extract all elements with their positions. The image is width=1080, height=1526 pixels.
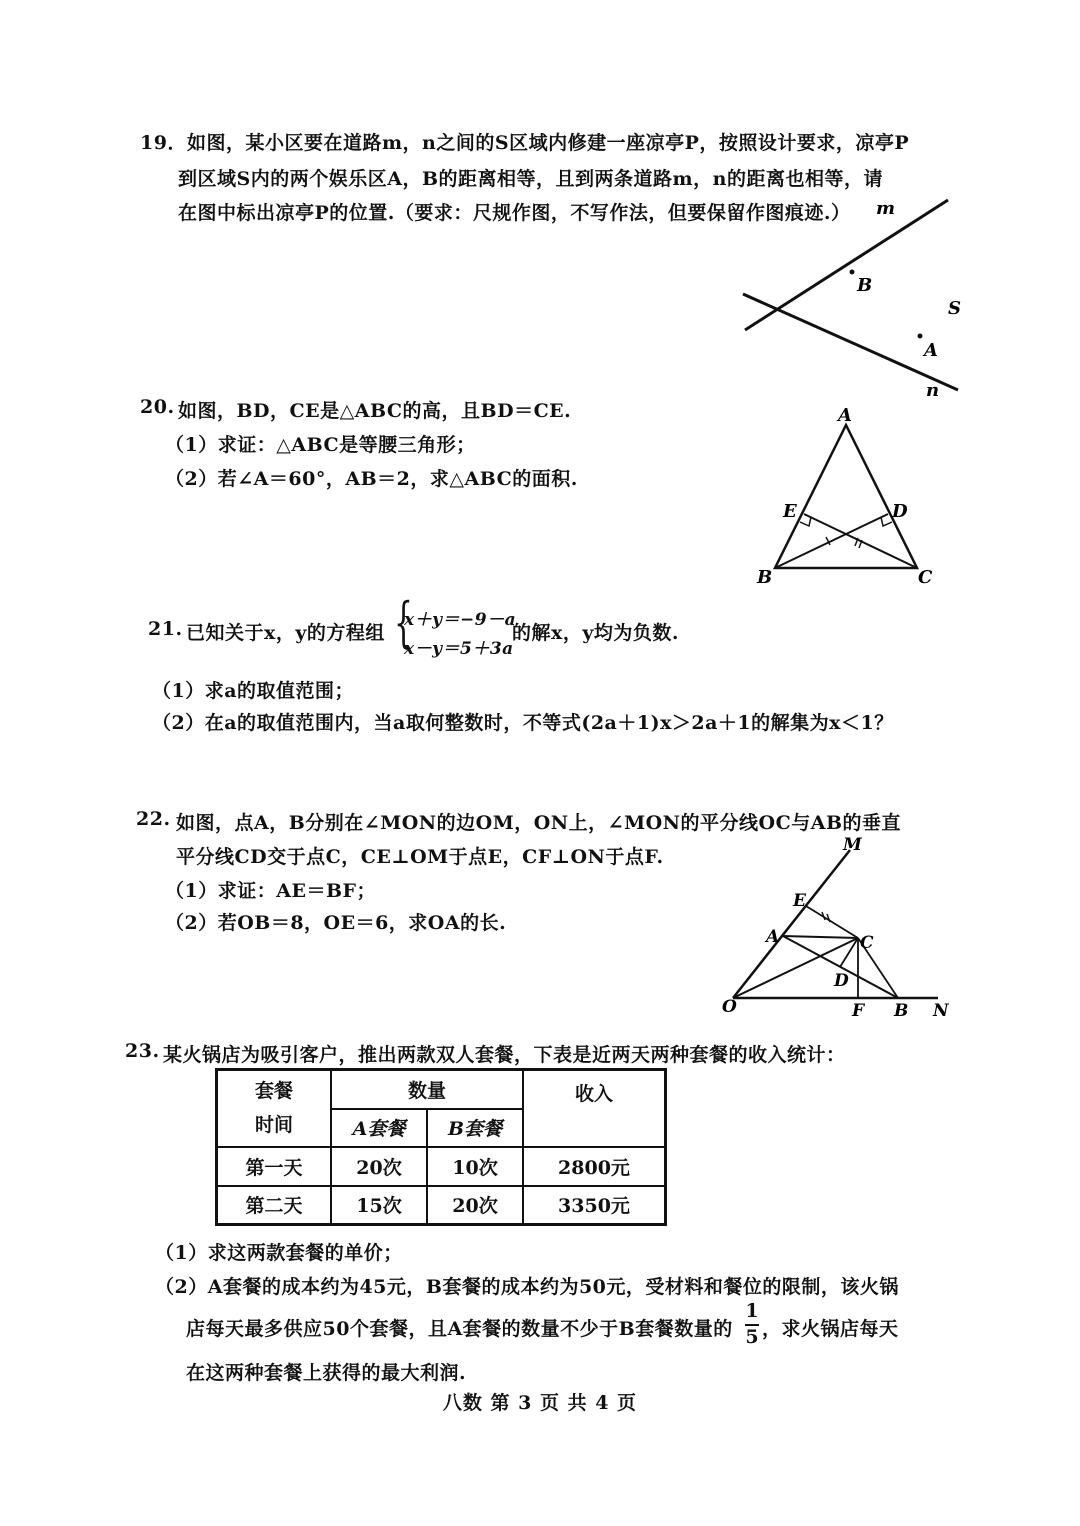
- label-c: C: [918, 567, 933, 588]
- table-cell-day: 第一天: [217, 1147, 332, 1186]
- q21-part-1: （1）求a的取值范围；: [152, 680, 355, 702]
- label-a: A: [838, 405, 852, 426]
- label-a: A: [924, 340, 938, 361]
- label-o: O: [722, 997, 737, 1017]
- table-col-a: A套餐: [331, 1109, 427, 1147]
- q20-number: 20.: [140, 396, 175, 418]
- q23-part-2-line-3: 在这两种套餐上获得的最大利润.: [186, 1362, 467, 1384]
- table-row: [217, 1186, 666, 1225]
- label-n: n: [926, 380, 940, 401]
- table-cell-b: 20次: [427, 1186, 523, 1225]
- q23-part-2-line-2-before: 店每天最多供应50个套餐，且A套餐的数量不少于B套餐数量的: [186, 1318, 733, 1340]
- q21-part-2: （2）在a的取值范围内，当a取何整数时，不等式(2a＋1)x＞2a＋1的解集为x＜1？: [152, 712, 894, 734]
- label-b: B: [857, 275, 873, 296]
- q22-line-2: 平分线CD交于点C，CE⊥OM于点E，CF⊥ON于点F.: [176, 846, 664, 868]
- q20-stem: 如图，BD，CE是△ABC的高，且BD＝CE.: [178, 400, 572, 422]
- table-cell-income: 2800元: [523, 1147, 666, 1186]
- perp-ce: [806, 906, 858, 938]
- label-f: F: [852, 1001, 865, 1021]
- label-n: N: [933, 1001, 949, 1021]
- q21-stem-after: 的解x，y均为负数.: [512, 622, 679, 644]
- q22-number: 22.: [136, 808, 171, 830]
- q22-line-1: 如图，点A，B分别在∠MON的边OM，ON上，∠MON的平分线OC与AB的垂直: [176, 812, 902, 834]
- q21-stem-before: 已知关于x，y的方程组: [186, 622, 385, 644]
- table-income-header: 收入: [523, 1070, 666, 1147]
- q21-number: 21.: [148, 618, 183, 640]
- q21-equation-1: x＋y＝−9－a: [404, 610, 517, 630]
- income-table: [215, 1068, 667, 1226]
- label-m: m: [876, 198, 896, 219]
- label-c: C: [860, 933, 874, 953]
- label-a: A: [766, 927, 780, 947]
- q23-part-1: （1）求这两款套餐的单价；: [155, 1242, 403, 1264]
- label-b: B: [757, 567, 773, 588]
- q22-part-2: （2）若OB＝8，OE＝6，求OA的长.: [165, 912, 507, 934]
- table-corner-bottom: 时间: [254, 1114, 293, 1137]
- label-s: S: [948, 298, 961, 319]
- table-qty-header: 数量: [331, 1070, 523, 1109]
- table-col-b: B套餐: [427, 1109, 523, 1147]
- table-cell-day: 第二天: [217, 1186, 332, 1225]
- table-corner-cell: [217, 1070, 332, 1147]
- q19-line-2: 到区域S内的两个娱乐区A，B的距离相等，且到两条道路m，n的距离也相等，请: [178, 168, 883, 190]
- table-cell-a: 20次: [331, 1147, 427, 1186]
- label-d: D: [892, 501, 908, 522]
- q23-stem: 某火锅店为吸引客户，推出两款双人套餐，下表是近两天两种套餐的收入统计：: [163, 1044, 846, 1066]
- q22-part-1: （1）求证：AE＝BF；: [165, 880, 376, 902]
- q20-part-1: （1）求证：△ABC是等腰三角形；: [165, 434, 476, 456]
- segment-ac: [783, 936, 858, 938]
- table-row: [217, 1147, 666, 1186]
- q21-equation-2: x－y＝5＋3a: [404, 639, 514, 659]
- q23-number: 23.: [125, 1040, 160, 1062]
- ray-om: [733, 850, 850, 998]
- q23-part-2-line-2-after: ，求火锅店每天: [762, 1318, 899, 1340]
- label-e: E: [783, 501, 797, 522]
- table-cell-income: 3350元: [523, 1186, 666, 1225]
- label-m: M: [843, 835, 862, 855]
- fraction-numerator: 1: [745, 1300, 759, 1322]
- q19-line-3: 在图中标出凉亭P的位置.（要求：尺规作图，不写作法，但要保留作图痕迹.）: [178, 202, 851, 224]
- label-d: D: [834, 971, 849, 991]
- q19-line-1: 19．如图，某小区要在道路m，n之间的S区域内修建一座凉亭P，按照设计要求，凉亭P: [140, 132, 910, 154]
- page-footer: 八数 第 3 页 共 4 页: [442, 1392, 638, 1414]
- table-cell-a: 15次: [331, 1186, 427, 1225]
- table-cell-b: 10次: [427, 1147, 523, 1186]
- equation-brace: {: [394, 591, 413, 654]
- label-e: E: [793, 891, 806, 911]
- fraction-denominator: 5: [745, 1326, 759, 1348]
- table-corner-top: 套餐: [254, 1080, 293, 1103]
- q23-part-2-line-1: （2）A套餐的成本约为45元，B套餐的成本约为50元，受材料和餐位的限制，该火锅: [155, 1276, 899, 1298]
- label-b: B: [894, 1001, 909, 1021]
- q20-part-2: （2）若∠A＝60°，AB＝2，求△ABC的面积.: [165, 468, 578, 490]
